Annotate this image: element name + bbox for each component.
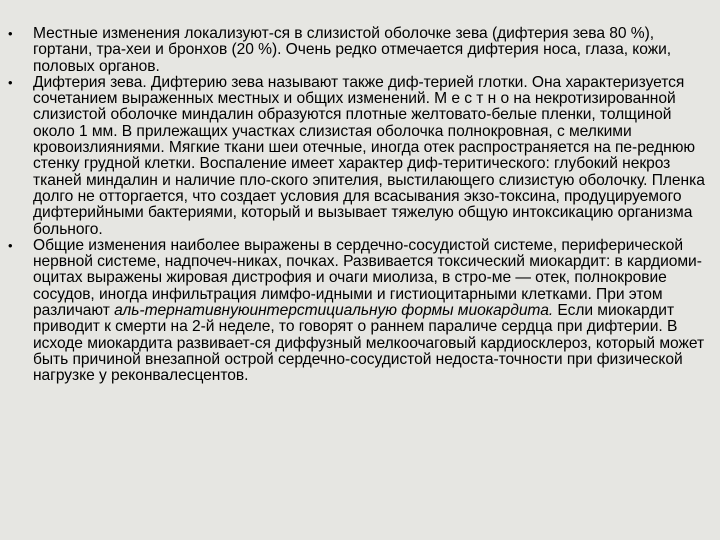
bullet-dot-icon: • <box>8 74 13 90</box>
bullet-text-part: Если миокардит приводит к смерти на 2-й неделе, то говорят о раннем параличе сердца при дифтерии. В исходе миокардита развивает-ся диффузный мелкоочаговый кардиосклероз, который может быть причиной внезапной острой сердечно-сосудистой недоста-точности при физической нагрузке у реконвалесцентов. <box>33 302 705 385</box>
bullet-text: Дифтерия зева. Дифтерию зева называют также диф-терией глотки. Она характеризуется сочетанием выраженных местных и общих изменений. М е с т н о на некротизированной слизистой оболочке миндалин образуются плотные желтовато-белые пленки, толщиной около 1 мм. В прилежащих участках слизистая оболочка полнокровная, с мелкими кровоизлияниями. Мягкие ткани шеи отечные, иногда отек распространяется на пе-реднюю стенку грудной клетки. Воспаление имеет характер диф-теритического: глубокий некроз тканей миндалин и наличие пло-ского эпителия, выстилающего слизистую оболочку. Пленка долго не отторгается, что создает условия для всасывания экзо-токсина, продуцируемого дифтерийными бактериями, который и вызывает тяжелую общую интоксикацию организма больного. <box>33 73 705 238</box>
bullet-dot-icon: • <box>8 237 13 253</box>
bullet-text-italic: аль-тернативную <box>114 302 250 320</box>
bullet-item-pharynx-diphtheria <box>8 75 708 238</box>
bullet-list <box>8 26 708 385</box>
bullet-text: Местные изменения локализуют-ся в слизистой оболочке зева (дифтерия зева 80 %), гортани, тра-хеи и бронхов (20 %). Очень редко отмечается дифтерия носа, глаза, кожи, половых органов. <box>33 25 672 75</box>
bullet-text-italic: интерстициальную формы миокардита. <box>249 302 554 320</box>
bullet-item-general-changes <box>8 238 708 385</box>
bullet-text-part: Общие изменения наиболее выражены в сердечно-сосудистой системе, периферической нервной системе, надпочеч-никах, почках. Развивается токсический миокардит: в кардиоми-оцитах выражены жировая дистрофия и очаги миолиза, в стро-ме — отек, полнокровие сосудов, иногда инфильтрация лимфо-идными и гистиоцитарными клетками. При этом различают <box>33 236 702 320</box>
bullet-item-local-changes <box>8 26 708 75</box>
bullet-dot-icon: • <box>8 26 13 41</box>
bullet-text <box>33 238 708 385</box>
